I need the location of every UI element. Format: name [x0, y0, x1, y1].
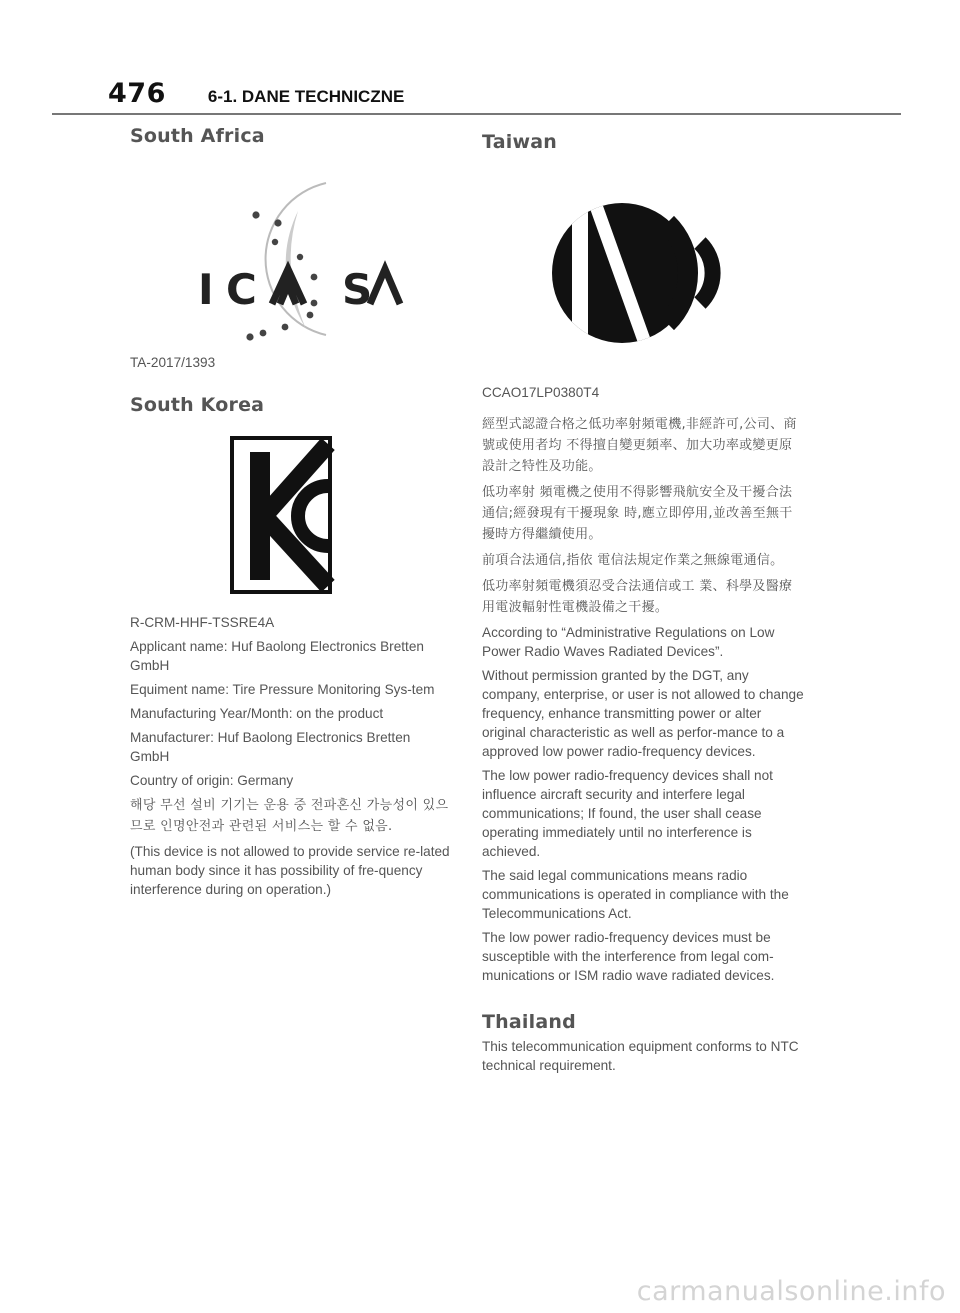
korea-cert-code: R-CRM-HHF-TSSRE4A	[130, 615, 275, 630]
taiwan-paragraph-2: Without permission granted by the DGT, any company, enterprise, or user is not allowed to change frequency, enhance transmitting power or alter original characteristic as well as perfor-mance to a approved low power radio-frequency devices.	[482, 668, 804, 759]
header-divider	[52, 113, 901, 115]
taiwan-cjk-paragraph-2: 低功率射 頻電機之使用不得影響飛航安全及干擾合法通信;經發現有干擾現象 時,應立即停用,並改善至無干擾時方得繼續使用。	[482, 485, 793, 542]
taiwan-paragraph-4: The said legal communications means radio communications is operated in compliance with the Telecommunications Act.	[482, 868, 789, 921]
taiwan-cjk-paragraph-4: 低功率射頻電機須忍受合法通信或工 業、科學及醫療用電波輻射性電機設備之干擾。	[482, 579, 793, 615]
taiwan-cjk-paragraph-1: 經型式認證合格之低功率射頻電機,非經許可,公司、商號或使用者均 不得擅自變更頻率、加大功率或變更原設計之特性及功能。	[482, 417, 797, 474]
korea-applicant: Applicant name: Huf Baolong Electronics Bretten GmbH	[130, 639, 424, 673]
taiwan-paragraph-5: The low power radio-frequency devices must be susceptible with the interference from legal com-munications or ISM radio wave radiated devices.	[482, 930, 775, 983]
korea-manufacturer: Manufacturer: Huf Baolong Electronics Bretten GmbH	[130, 730, 411, 764]
thailand-paragraph: This telecommunication equipment conforms to NTC technical requirement.	[482, 1039, 799, 1073]
taiwan-paragraph-3: The low power radio-frequency devices shall not influence aircraft security and interfere legal communications; If found, the user shall cease operating immediately until no interference is achieved.	[482, 768, 773, 859]
korea-manufacturing-date: Manufacturing Year/Month: on the product	[130, 706, 384, 721]
svg-text:I: I	[198, 265, 214, 314]
svg-text:C: C	[226, 265, 257, 314]
watermark: carmanualsonline.info	[636, 1276, 946, 1307]
icasa-logo	[130, 157, 450, 347]
thailand-section	[482, 1011, 804, 1075]
taiwan-section	[482, 131, 804, 985]
right-column	[482, 125, 804, 1080]
taiwan-paragraph-1: According to “Administrative Regulations on Low Power Radio Waves Radiated Devices”.	[482, 625, 775, 659]
korea-notice-korean: 해당 무선 설비 기기는 운용 중 전파혼신 가능성이 있으므로 인명안전과 관련된 서비스는 할 수 없음.	[130, 798, 449, 834]
taiwan-cjk-paragraph-3: 前項合法通信,指依 電信法規定作業之無線電通信。	[482, 553, 784, 568]
page-header	[108, 78, 404, 110]
left-column	[130, 125, 450, 904]
taiwan-code: CCAO17LP0380T4	[482, 385, 600, 400]
kc-logo	[128, 426, 448, 601]
korea-country: Country of origin: Germany	[130, 773, 294, 788]
section-title: 6-1. DANE TECHNICZNE	[207, 87, 405, 106]
svg-text:S: S	[342, 265, 373, 314]
taiwan-heading: Taiwan	[482, 131, 557, 153]
south-korea-heading: South Korea	[130, 394, 265, 416]
korea-notice-english: (This device is not allowed to provide service re-lated human body since it has possibility of fre-quency interference during on operation.)	[130, 844, 450, 897]
ncc-logo	[482, 163, 802, 373]
south-africa-section	[130, 125, 450, 372]
south-africa-code: TA-2017/1393	[130, 355, 216, 370]
south-korea-section	[130, 394, 450, 899]
page-number: 476	[108, 78, 166, 109]
south-africa-heading: South Africa	[130, 125, 265, 147]
korea-equipment: Equiment name: Tire Pressure Monitoring Sys-tem	[130, 682, 435, 697]
thailand-heading: Thailand	[482, 1011, 576, 1033]
